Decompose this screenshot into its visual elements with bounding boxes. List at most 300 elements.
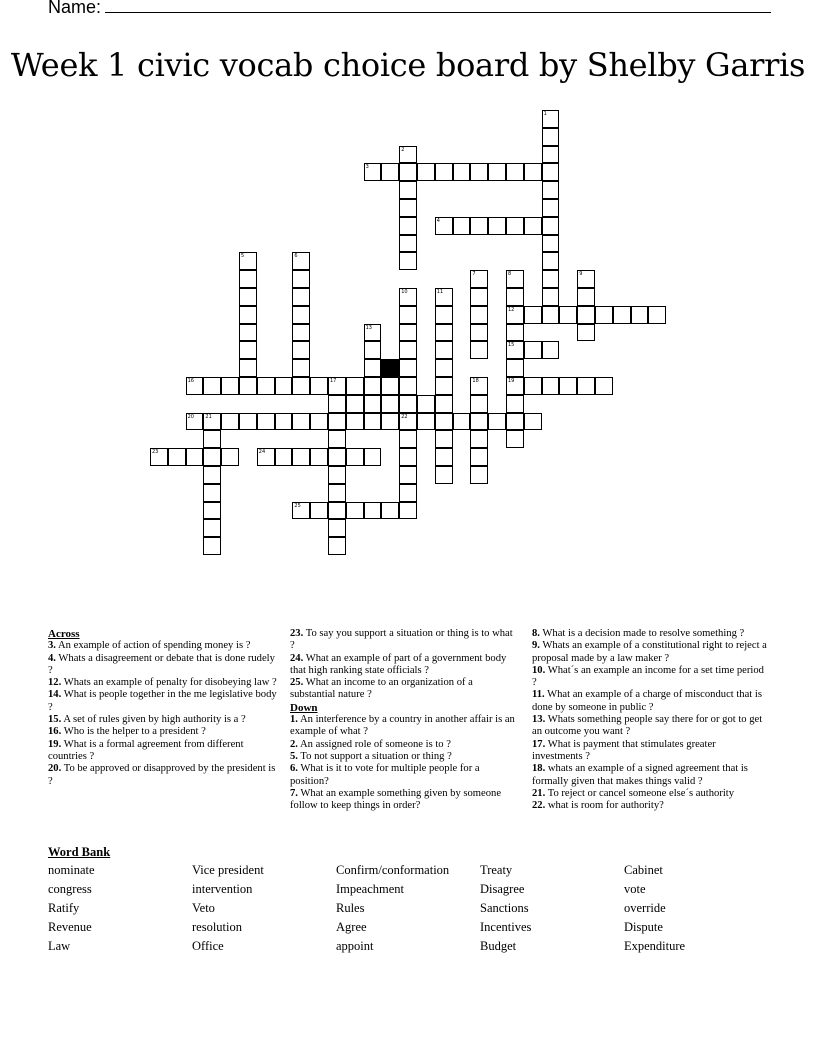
crossword-cell[interactable] [577, 270, 595, 288]
crossword-cell[interactable] [506, 270, 524, 288]
crossword-cell[interactable] [470, 395, 488, 413]
clue-number: 9 [579, 271, 583, 278]
crossword-cell[interactable] [239, 377, 257, 395]
crossword-cell[interactable] [186, 413, 204, 431]
clue-number: 15 [508, 342, 515, 349]
crossword-cell[interactable] [221, 448, 239, 466]
crossword-cell[interactable] [328, 377, 346, 395]
crossword-cell[interactable] [470, 270, 488, 288]
clue-item [532, 640, 768, 665]
crossword-cell[interactable] [399, 413, 417, 431]
crossword-cell[interactable] [203, 377, 221, 395]
crossword-cell[interactable] [292, 448, 310, 466]
crossword-cell[interactable] [257, 413, 275, 431]
crossword-cell[interactable] [435, 163, 453, 181]
crossword-cell[interactable] [239, 306, 257, 324]
clue-item [532, 763, 768, 788]
clue-number: 17 [330, 378, 337, 384]
crossword-cell[interactable] [470, 413, 488, 431]
crossword-cell[interactable] [435, 359, 453, 377]
clues-column-1 [48, 628, 278, 788]
crossword-cell[interactable] [239, 270, 257, 288]
crossword-cell[interactable] [168, 448, 186, 466]
clue-item-text: What is payment that stimulates greater investments ? [532, 738, 716, 762]
clue-number: 18 [472, 378, 479, 384]
crossword-cell[interactable] [346, 395, 364, 413]
crossword-cell[interactable] [542, 341, 560, 359]
crossword-cell[interactable] [399, 235, 417, 253]
crossword-cell[interactable] [577, 306, 595, 324]
crossword-cell[interactable] [435, 430, 453, 448]
clue-item [290, 763, 518, 788]
clue-item [290, 677, 518, 702]
crossword-cell[interactable] [577, 377, 595, 395]
crossword-cell[interactable] [399, 359, 417, 377]
crossword-cell[interactable] [417, 413, 435, 431]
word-bank-word: Dispute [624, 920, 663, 934]
crossword-cell[interactable] [470, 217, 488, 235]
crossword-cell[interactable] [292, 341, 310, 359]
word-bank-word: Disagree [480, 882, 525, 896]
crossword-cell[interactable] [399, 217, 417, 235]
clue-item-text: To reject or cancel someone else´s authority [545, 787, 735, 799]
word-bank-word: override [624, 901, 666, 915]
crossword-cell[interactable] [542, 288, 560, 306]
clue-item [48, 726, 278, 738]
clue-item-number: 9. [532, 640, 540, 652]
crossword-cell[interactable] [470, 306, 488, 324]
crossword-cell[interactable] [203, 448, 221, 466]
clue-item [290, 653, 518, 678]
crossword-cell[interactable] [328, 484, 346, 502]
clue-item-number: 14. [48, 689, 62, 701]
crossword-cell[interactable] [328, 448, 346, 466]
crossword-cell[interactable] [346, 377, 364, 395]
crossword-cell[interactable] [542, 252, 560, 270]
crossword-cell[interactable] [257, 448, 275, 466]
clue-item [290, 628, 518, 653]
crossword-cell[interactable] [310, 448, 328, 466]
crossword-cell[interactable] [203, 537, 221, 555]
crossword-cell[interactable] [150, 448, 168, 466]
crossword-cell[interactable] [524, 306, 542, 324]
crossword-cell[interactable] [595, 306, 613, 324]
word-bank-column [48, 861, 95, 956]
clue-number: 2 [401, 146, 405, 153]
crossword-cell[interactable] [364, 359, 382, 377]
crossword-cell[interactable] [470, 288, 488, 306]
clue-item-text: A set of rules given by high authority is a ? [61, 714, 246, 726]
clue-item-number: 24. [290, 652, 304, 664]
crossword-cell[interactable] [328, 466, 346, 484]
crossword-cell[interactable] [203, 466, 221, 484]
clue-number: 11 [436, 289, 444, 295]
clue-item [532, 665, 768, 690]
clue-item [532, 800, 768, 812]
clue-item-number: 2. [290, 738, 298, 750]
clue-item-number: 18. [532, 763, 546, 775]
crossword-cell[interactable] [542, 181, 560, 199]
crossword-cell[interactable] [381, 163, 399, 181]
crossword-cell[interactable] [292, 270, 310, 288]
crossword-cell[interactable] [488, 163, 506, 181]
crossword-cell[interactable] [203, 430, 221, 448]
crossword-cell[interactable] [470, 430, 488, 448]
word-bank-word: resolution [192, 920, 242, 934]
crossword-cell[interactable] [399, 324, 417, 342]
crossword-cell[interactable] [435, 448, 453, 466]
crossword-cell[interactable] [613, 306, 631, 324]
crossword-cell[interactable] [239, 252, 257, 270]
clue-item-number: 17. [532, 738, 546, 750]
crossword-cell[interactable] [310, 377, 328, 395]
clue-number: 8 [508, 271, 512, 278]
crossword-cell[interactable] [399, 430, 417, 448]
clue-section-heading: Down [290, 701, 318, 714]
clue-item [532, 739, 768, 764]
crossword-cell[interactable] [399, 199, 417, 217]
crossword-cell[interactable] [292, 502, 310, 520]
crossword-cell[interactable] [399, 377, 417, 395]
crossword-cell[interactable] [435, 306, 453, 324]
word-bank-word: Rules [336, 901, 365, 915]
clue-item [532, 628, 768, 640]
clues-column-2 [290, 628, 518, 812]
word-bank-word: Treaty [480, 863, 513, 877]
crossword-cell[interactable] [648, 306, 666, 324]
crossword-cell[interactable] [203, 502, 221, 520]
crossword-cell[interactable] [328, 413, 346, 431]
crossword-cell[interactable] [542, 163, 560, 181]
clue-item-text: What´s an example an income for a set time period ? [532, 664, 764, 689]
crossword-cell[interactable] [346, 413, 364, 431]
crossword-cell[interactable] [364, 448, 382, 466]
crossword-cell[interactable] [203, 519, 221, 537]
clue-item [532, 689, 768, 714]
crossword-cell[interactable] [399, 306, 417, 324]
clue-item-text: Whats something people say there for or got to get an outcome you want ? [532, 714, 763, 738]
crossword-cell[interactable] [292, 288, 310, 306]
crossword-cell[interactable] [435, 377, 453, 395]
crossword-cell[interactable] [559, 306, 577, 324]
crossword-cell[interactable] [506, 217, 524, 235]
crossword-cell[interactable] [364, 395, 382, 413]
crossword-cell[interactable] [239, 341, 257, 359]
crossword-cell[interactable] [292, 252, 310, 270]
clue-item [48, 714, 278, 726]
crossword-cell[interactable] [399, 448, 417, 466]
clue-number: 3 [365, 164, 369, 171]
clue-item [290, 788, 518, 813]
crossword-cell[interactable] [559, 377, 577, 395]
crossword-cell[interactable] [364, 377, 382, 395]
clue-item [532, 714, 768, 739]
crossword-cell[interactable] [542, 110, 560, 128]
clue-item-number: 21. [532, 787, 546, 799]
clue-item-number: 19. [48, 738, 62, 750]
clue-item-text: To say you support a situation or thing is to what ? [290, 628, 513, 652]
crossword-cell[interactable] [364, 324, 382, 342]
clue-item-text: Whats a disagreement or debate that is done rudely ? [48, 652, 275, 676]
clue-number: 6 [294, 253, 298, 260]
crossword-cell[interactable] [577, 288, 595, 306]
crossword-cell[interactable] [381, 502, 399, 520]
clue-item-number: 1. [290, 714, 298, 726]
crossword-cell[interactable] [203, 484, 221, 502]
clue-item-text: What is people together in the me legislative body ? [48, 689, 277, 713]
crossword-cell[interactable] [239, 324, 257, 342]
crossword-cell[interactable] [310, 413, 328, 431]
crossword-cell[interactable] [542, 377, 560, 395]
crossword-cell[interactable] [470, 341, 488, 359]
clue-item-number: 22. [532, 800, 546, 812]
crossword-cell[interactable] [399, 181, 417, 199]
crossword-cell[interactable] [239, 413, 257, 431]
clue-item-text: What is a formal agreement from different countries ? [48, 738, 244, 762]
clue-item-text: To be approved or disapproved by the president is ? [48, 763, 276, 787]
crossword-cell[interactable] [381, 377, 399, 395]
crossword-cell[interactable] [470, 324, 488, 342]
clue-item [48, 653, 278, 678]
word-bank-word: congress [48, 882, 92, 896]
crossword-cell[interactable] [542, 217, 560, 235]
clue-item-text: An interference by a country in another affair is an example of what ? [290, 714, 515, 738]
crossword-cell[interactable] [381, 413, 399, 431]
clue-item [532, 788, 768, 800]
crossword-cell[interactable] [506, 430, 524, 448]
crossword-cell[interactable] [488, 217, 506, 235]
crossword-cell[interactable] [542, 128, 560, 146]
crossword-cell[interactable] [506, 324, 524, 342]
word-bank-column [480, 861, 531, 956]
crossword-cell[interactable] [506, 413, 524, 431]
crossword-cell[interactable] [399, 484, 417, 502]
crossword-cell[interactable] [453, 217, 471, 235]
clue-item-text: What an income to an organization of a substantial nature ? [290, 677, 473, 701]
clue-number: 16 [187, 378, 194, 384]
crossword-cell[interactable] [417, 395, 435, 413]
crossword-cell[interactable] [470, 466, 488, 484]
clue-number: 20 [187, 413, 194, 420]
clue-item [48, 677, 278, 689]
crossword-black-cell [381, 359, 399, 377]
word-bank-word: appoint [336, 939, 374, 953]
clues-column-3 [532, 628, 768, 812]
crossword-cell[interactable] [506, 395, 524, 413]
clue-item-number: 16. [48, 726, 62, 738]
clue-item-number: 3. [48, 640, 56, 652]
crossword-cell[interactable] [364, 163, 382, 181]
crossword-cell[interactable] [346, 502, 364, 520]
clue-item-text: whats an example of a signed agreement that is formally given that makes things valid ? [532, 763, 748, 787]
crossword-cell[interactable] [399, 163, 417, 181]
crossword-cell[interactable] [221, 413, 239, 431]
clue-number: 4 [436, 217, 440, 224]
clue-item-number: 13. [532, 714, 546, 726]
clue-item-text: Who is the helper to a president ? [61, 726, 206, 738]
crossword-cell[interactable] [399, 252, 417, 270]
crossword-cell[interactable] [292, 377, 310, 395]
crossword-cell[interactable] [292, 413, 310, 431]
clue-item-text: what is room for authority? [545, 800, 664, 812]
crossword-cell[interactable] [275, 413, 293, 431]
crossword-cell[interactable] [328, 502, 346, 520]
crossword-cell[interactable] [435, 341, 453, 359]
clue-item [48, 689, 278, 714]
crossword-cell[interactable] [435, 217, 453, 235]
word-bank-word: Office [192, 939, 224, 953]
crossword-cell[interactable] [577, 324, 595, 342]
crossword-cell[interactable] [399, 288, 417, 306]
clue-number: 7 [472, 271, 476, 278]
clue-item-number: 15. [48, 714, 62, 726]
crossword-cell[interactable] [399, 146, 417, 164]
crossword-cell[interactable] [542, 199, 560, 217]
crossword-cell[interactable] [203, 413, 221, 431]
crossword-cell[interactable] [542, 146, 560, 164]
crossword-cell[interactable] [470, 163, 488, 181]
crossword-cell[interactable] [506, 306, 524, 324]
clue-item-number: 7. [290, 787, 298, 799]
crossword-cell[interactable] [221, 377, 239, 395]
crossword-cell[interactable] [364, 413, 382, 431]
crossword-cell[interactable] [239, 359, 257, 377]
crossword-cell[interactable] [186, 377, 204, 395]
word-bank-column [624, 861, 685, 956]
crossword-cell[interactable] [239, 288, 257, 306]
word-bank-word: nominate [48, 863, 95, 877]
clue-item-text: What an example of part of a government body that high ranking state officials ? [290, 652, 507, 676]
word-bank-word: Expenditure [624, 939, 686, 953]
clue-item-text: What is it to vote for multiple people for a position? [290, 763, 480, 787]
clue-number: 19 [508, 378, 515, 384]
crossword-cell[interactable] [346, 448, 364, 466]
crossword-cell[interactable] [435, 395, 453, 413]
crossword-cell[interactable] [399, 341, 417, 359]
clue-item [48, 763, 278, 788]
clue-item-text: What an example of a charge of misconduct that is done by someone in public ? [532, 689, 762, 713]
crossword-cell[interactable] [524, 341, 542, 359]
word-bank-column [336, 861, 449, 956]
clue-section-heading: Across [48, 628, 80, 640]
clue-item-text: What is a decision made to resolve something ? [539, 628, 745, 639]
clue-number: 1 [543, 111, 547, 117]
crossword-cell[interactable] [542, 235, 560, 253]
word-bank-column [192, 861, 264, 956]
crossword-cell[interactable] [292, 306, 310, 324]
clue-item-text: An assigned role of someone is to ? [297, 738, 451, 750]
crossword-cell[interactable] [275, 377, 293, 395]
clue-item-text: Whats an example of penalty for disobeying law ? [61, 677, 277, 689]
clue-number: 5 [241, 253, 245, 260]
crossword-cell[interactable] [364, 341, 382, 359]
page-title: Week 1 civic vocab choice board by Shelby Garris [10, 46, 806, 84]
crossword-cell[interactable] [328, 537, 346, 555]
word-bank-word: Incentives [480, 920, 532, 934]
clue-item-number: 12. [48, 677, 62, 689]
crossword-cell[interactable] [453, 413, 471, 431]
word-bank-word: Impeachment [336, 882, 405, 896]
clue-item-text: To not support a situation or thing ? [297, 750, 452, 762]
crossword-cell[interactable] [542, 306, 560, 324]
clue-item-text: An example of action of spending money is ? [55, 640, 251, 652]
word-bank-word: Law [48, 939, 71, 953]
crossword-cell[interactable] [488, 413, 506, 431]
crossword-cell[interactable] [506, 377, 524, 395]
clue-item-number: 23. [290, 628, 304, 639]
word-bank-heading: Word Bank [48, 845, 111, 859]
clue-item-number: 10. [532, 664, 546, 676]
crossword-cell[interactable] [470, 377, 488, 395]
word-bank-word: Vice president [192, 863, 264, 877]
crossword-cell[interactable] [524, 377, 542, 395]
crossword-cell[interactable] [506, 359, 524, 377]
crossword-cell[interactable] [417, 163, 435, 181]
word-bank-word: Agree [336, 920, 367, 934]
crossword-cell[interactable] [310, 502, 328, 520]
crossword-cell[interactable] [381, 395, 399, 413]
crossword-cell[interactable] [595, 377, 613, 395]
clue-number: 21 [205, 413, 212, 420]
crossword-cell[interactable] [364, 502, 382, 520]
word-bank-word: vote [624, 882, 646, 896]
crossword-cell[interactable] [292, 359, 310, 377]
crossword-cell[interactable] [506, 341, 524, 359]
crossword-cell[interactable] [524, 413, 542, 431]
clue-item-number: 4. [48, 652, 56, 664]
crossword-cell[interactable] [328, 430, 346, 448]
crossword-cell[interactable] [506, 163, 524, 181]
clue-number: 25 [294, 502, 301, 509]
crossword-cell[interactable] [399, 395, 417, 413]
word-bank-word: Ratify [48, 901, 80, 915]
crossword-cell[interactable] [257, 377, 275, 395]
clue-number: 12 [508, 306, 515, 313]
clue-item [290, 739, 518, 751]
word-bank-word: Confirm/conformation [336, 863, 450, 877]
crossword-cell[interactable] [524, 217, 542, 235]
clue-item [290, 714, 518, 739]
clue-item-number: 6. [290, 763, 298, 775]
crossword-cell[interactable] [524, 163, 542, 181]
crossword-cell[interactable] [275, 448, 293, 466]
clue-number: 10 [401, 289, 408, 295]
clue-item-number: 20. [48, 763, 62, 775]
crossword-cell[interactable] [453, 163, 471, 181]
crossword-cell[interactable] [399, 502, 417, 520]
crossword-cell[interactable] [506, 288, 524, 306]
crossword-cell[interactable] [435, 466, 453, 484]
crossword-cell[interactable] [542, 270, 560, 288]
name-label: Name: [48, 0, 102, 17]
crossword-cell[interactable] [292, 324, 310, 342]
crossword-cell[interactable] [186, 448, 204, 466]
clue-item [48, 739, 278, 764]
crossword-cell[interactable] [328, 395, 346, 413]
crossword-cell[interactable] [435, 413, 453, 431]
clue-number: 22 [401, 413, 408, 420]
clue-item-number: 25. [290, 677, 304, 689]
crossword-cell[interactable] [399, 466, 417, 484]
crossword-cell[interactable] [631, 306, 649, 324]
crossword-cell[interactable] [328, 519, 346, 537]
crossword-cell[interactable] [435, 288, 453, 306]
word-bank-word: intervention [192, 882, 253, 896]
crossword-cell[interactable] [435, 324, 453, 342]
clue-item [290, 751, 518, 763]
crossword-cell[interactable] [470, 448, 488, 466]
clue-item [48, 640, 278, 652]
